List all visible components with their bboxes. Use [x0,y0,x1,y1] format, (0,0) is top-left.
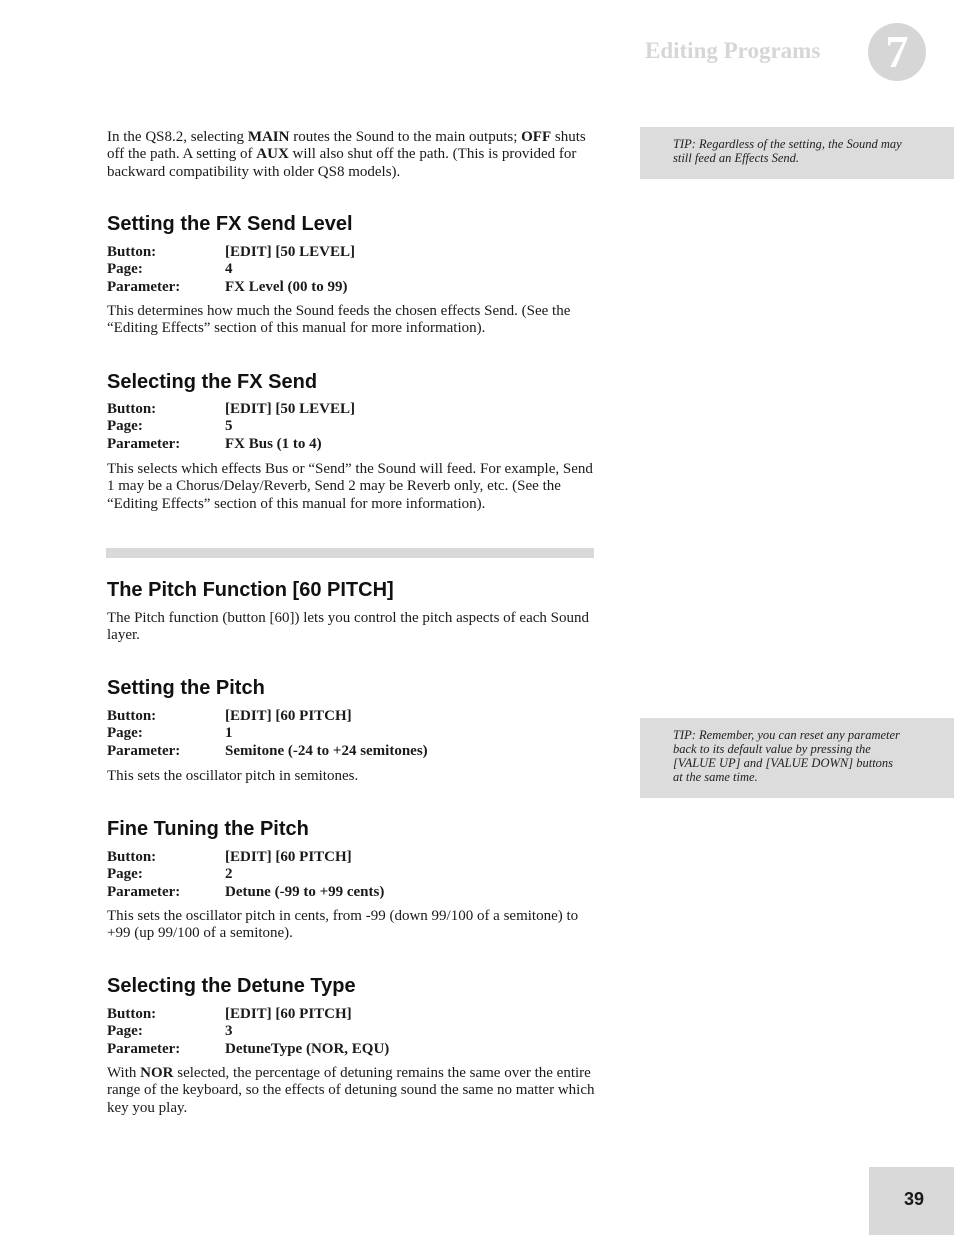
param-key: Button: [107,401,157,417]
param-value: 5 [225,418,233,435]
section-heading: Setting the FX Send Level [107,213,353,235]
param-value: 3 [225,1023,233,1040]
param-value: FX Level (00 to 99) [225,278,348,295]
param-value: [EDIT] [50 LEVEL] [225,401,356,417]
section-body: This determines how much the Sound feeds the chosen effects Send. (See the “Editing Effects” section of this manual for more information). [107,303,571,337]
param-value: [EDIT] [50 LEVEL] [225,244,356,260]
param-key: Page: [107,866,143,883]
param-key: Parameter: [107,1040,181,1057]
section-body: With NOR selected, the percentage of detuning remains the same over the entire range of the keyboard, so the effects of detuning sound the same no matter which key you play. [107,1065,595,1116]
param-key: Parameter: [107,883,181,900]
page-number: 39 [903,1189,925,1209]
param-value: [EDIT] [60 PITCH] [225,849,352,865]
parameter-table [107,244,597,296]
param-value: [EDIT] [60 PITCH] [225,708,352,724]
param-value: Detune (-99 to +99 cents) [225,883,385,900]
param-key: Page: [107,418,143,435]
section-divider [106,548,594,558]
tip-box: TIP: Remember, you can reset any parameter back to its default value by pressing the [VALUE UP] and [VALUE DOWN] buttons at the same time. [640,718,954,798]
param-key: Button: [107,849,157,865]
parameter-table [107,1006,597,1058]
section-body: The Pitch function (button [60]) lets you control the pitch aspects of each Sound layer. [107,610,589,644]
param-key: Parameter: [107,742,181,759]
section-body: This selects which effects Bus or “Send” the Sound will feed. For example, Send 1 may be a Chorus/Delay/Reverb, Send 2 may be Reverb only, etc. (See the “Editing Effects” section of this manual for more information). [107,461,593,512]
param-key: Button: [107,708,157,724]
parameter-table [107,849,597,901]
param-value: DetuneType (NOR, EQU) [225,1040,390,1057]
chapter-title: Editing Programs [645,38,821,63]
tip-box: TIP: Regardless of the setting, the Sound may still feed an Effects Send. [640,127,954,179]
section-heading: Setting the Pitch [107,677,265,699]
section-heading: Selecting the Detune Type [107,975,356,997]
param-key: Button: [107,1006,157,1022]
param-value: 4 [225,261,233,278]
parameter-table [107,401,597,453]
section-heading: The Pitch Function [60 PITCH] [107,579,394,601]
section-heading: Fine Tuning the Pitch [107,818,309,840]
section-body: This sets the oscillator pitch in cents, from -99 (down 99/100 of a semitone) to +99 (up 99/100 of a semitone). [107,908,579,942]
chapter-number-badge: 7 [868,23,926,81]
parameter-table [107,708,597,760]
param-key: Page: [107,725,143,742]
param-value: Semitone (-24 to +24 semitones) [225,742,428,759]
param-key: Parameter: [107,278,181,295]
section-body: This sets the oscillator pitch in semitones. [107,768,359,784]
param-key: Button: [107,244,157,260]
param-value: 2 [225,866,233,883]
intro-paragraph: In the QS8.2, selecting MAIN routes the Sound to the main outputs; OFF shuts off the path. A setting of AUX will also shut off the path. (This is provided for backward compatibility with older QS8 models). [107,129,586,180]
param-key: Page: [107,261,143,278]
param-key: Page: [107,1023,143,1040]
section-heading: Selecting the FX Send [107,371,318,393]
param-value: 1 [225,725,233,742]
param-key: Parameter: [107,435,181,452]
param-value: FX Bus (1 to 4) [225,435,322,452]
param-value: [EDIT] [60 PITCH] [225,1006,352,1022]
page-number-box [869,1167,954,1235]
